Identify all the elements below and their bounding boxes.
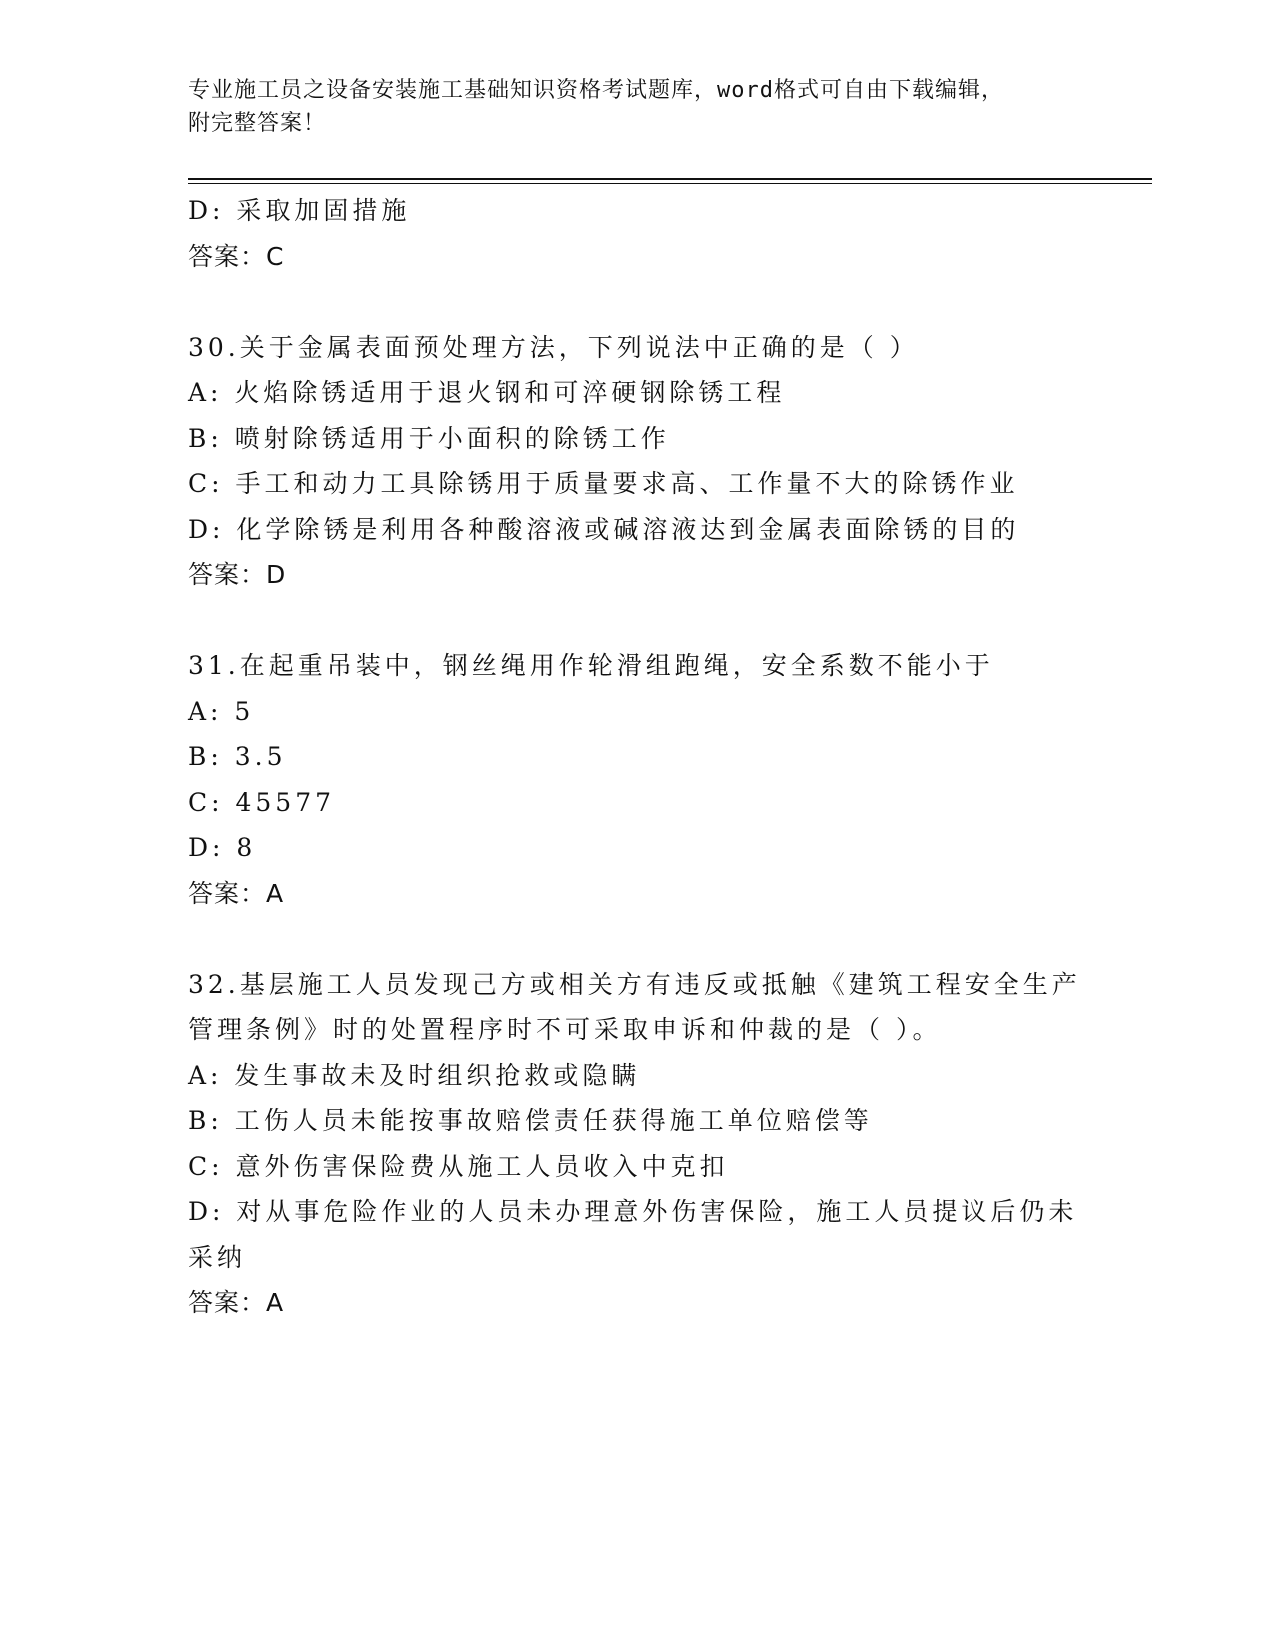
question-32-option-b: B: 工伤人员未能按事故赔偿责任获得施工单位赔偿等: [188, 1106, 873, 1135]
answer-32: 答案：A: [188, 1288, 285, 1317]
question-30: 30.关于金属表面预处理方法，下列说法中正确的是（ ）: [188, 332, 919, 362]
spacer: [188, 598, 1088, 644]
question-31-option-b: B: 3.5: [188, 742, 287, 771]
header-divider-thick: [188, 178, 1152, 180]
question-32-line-2: 管理条例》时的处置程序时不可采取申诉和仲裁的是（ ）。: [188, 1015, 942, 1044]
question-32-option-d-line-1: D: 对从事危险作业的人员未办理意外伤害保险，施工人员提议后仍未: [188, 1197, 1078, 1226]
spacer: [188, 279, 1088, 325]
question-31-option-c: C: 45577: [188, 787, 336, 817]
header-line-1: 专业施工员之设备安装施工基础知识资格考试题库，word格式可自由下载编辑，: [188, 78, 1004, 103]
question-content: [188, 188, 1088, 1326]
question-32-option-d-line-2: 采纳: [188, 1242, 247, 1272]
header-line-2: 附完整答案！: [188, 111, 327, 136]
question-30-option-b: B: 喷射除锈适用于小面积的除锈工作: [188, 423, 670, 453]
question-30-option-c: C: 手工和动力工具除锈用于质量要求高、工作量不大的除锈作业: [188, 469, 1019, 498]
question-32-line-1: 32.基层施工人员发现己方或相关方有违反或抵触《建筑工程安全生产: [188, 969, 1081, 999]
question-31-option-d: D: 8: [188, 833, 257, 862]
question-31: 31.在起重吊装中，钢丝绳用作轮滑组跑绳，安全系数不能小于: [188, 651, 994, 680]
answer-29: 答案：C: [188, 241, 285, 271]
question-30-option-a: A: 火焰除锈适用于退火钢和可淬硬钢除锈工程: [188, 378, 786, 407]
answer-30: 答案：D: [188, 560, 287, 589]
question-31-option-a: A: 5: [188, 696, 255, 726]
option-d: D: 采取加固措施: [188, 196, 411, 225]
answer-31: 答案：A: [188, 878, 285, 908]
spacer: [188, 916, 1088, 962]
header-divider-thin: [188, 183, 1152, 184]
question-32-option-c: C: 意外伤害保险费从施工人员收入中克扣: [188, 1151, 729, 1181]
question-30-option-d: D: 化学除锈是利用各种酸溶液或碱溶液达到金属表面除锈的目的: [188, 514, 1020, 544]
document-header: [188, 74, 1068, 140]
question-32-option-a: A: 发生事故未及时组织抢救或隐瞒: [188, 1060, 641, 1090]
